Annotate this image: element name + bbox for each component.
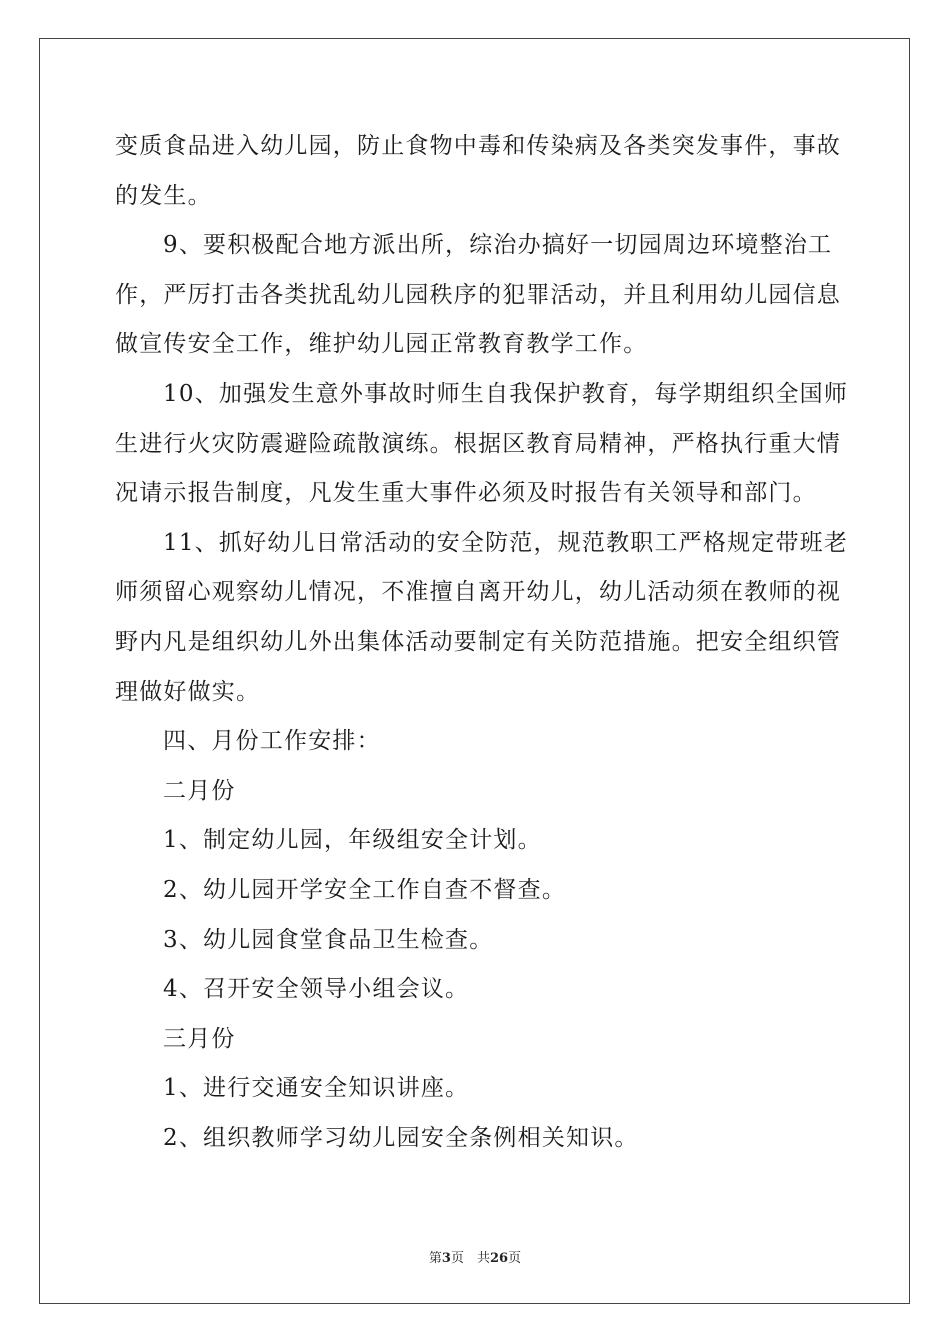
list-item: 2、幼儿园开学安全工作自查不督查。	[163, 876, 567, 903]
text-line-3: 9、要积极配合地方派出所，综治办搞好一切园周边环境整治工	[163, 232, 833, 259]
text-line-2: 的发生。	[115, 182, 212, 209]
month-heading-march: 三月份	[163, 1025, 236, 1052]
footer-suffix: 页	[508, 1251, 522, 1266]
current-page-number: 3	[441, 1251, 451, 1266]
text-line-5: 做宣传安全工作，维护幼儿园正常教育教学工作。	[115, 331, 648, 358]
text-line-8: 况请示报告制度，凡发生重大事件必须及时报告有关领导和部门。	[115, 480, 817, 507]
text-line-11: 野内凡是组织幼儿外出集体活动要制定有关防范措施。把安全组织管	[115, 628, 841, 655]
text-line-7: 生进行火灾防震避险疏散演练。根据区教育局精神，严格执行重大情	[115, 430, 841, 457]
page-footer	[0, 1247, 950, 1266]
list-item: 1、进行交通安全知识讲座。	[163, 1075, 470, 1102]
section-heading: 四、月份工作安排：	[163, 728, 381, 755]
footer-mid: 页 共	[450, 1251, 490, 1266]
text-line-6: 10、加强发生意外事故时师生自我保护教育，每学期组织全国师	[163, 380, 849, 407]
text-line-4: 作，严厉打击各类扰乱幼儿园秩序的犯罪活动，并且利用幼儿园信息	[115, 281, 841, 308]
text-line-1: 变质食品进入幼儿园，防止食物中毒和传染病及各类突发事件，事故	[115, 133, 841, 159]
text-line-12: 理做好做实。	[115, 678, 261, 705]
footer-prefix: 第	[428, 1251, 442, 1266]
list-item: 4、召开安全领导小组会议。	[163, 976, 470, 1003]
document-body	[115, 122, 849, 1163]
text-line-9: 11、抓好幼儿日常活动的安全防范，规范教职工严格规定带班老	[163, 529, 849, 556]
text-line-10: 师须留心观察幼儿情况，不准擅自离开幼儿，幼儿活动须在教师的视	[115, 579, 841, 606]
list-item: 3、幼儿园食堂食品卫生检查。	[163, 926, 494, 953]
total-page-number: 26	[489, 1251, 509, 1266]
list-item: 1、制定幼儿园，年级组安全计划。	[163, 827, 542, 854]
list-item: 2、组织教师学习幼儿园安全条例相关知识。	[163, 1124, 639, 1151]
month-heading-february: 二月份	[163, 777, 236, 804]
